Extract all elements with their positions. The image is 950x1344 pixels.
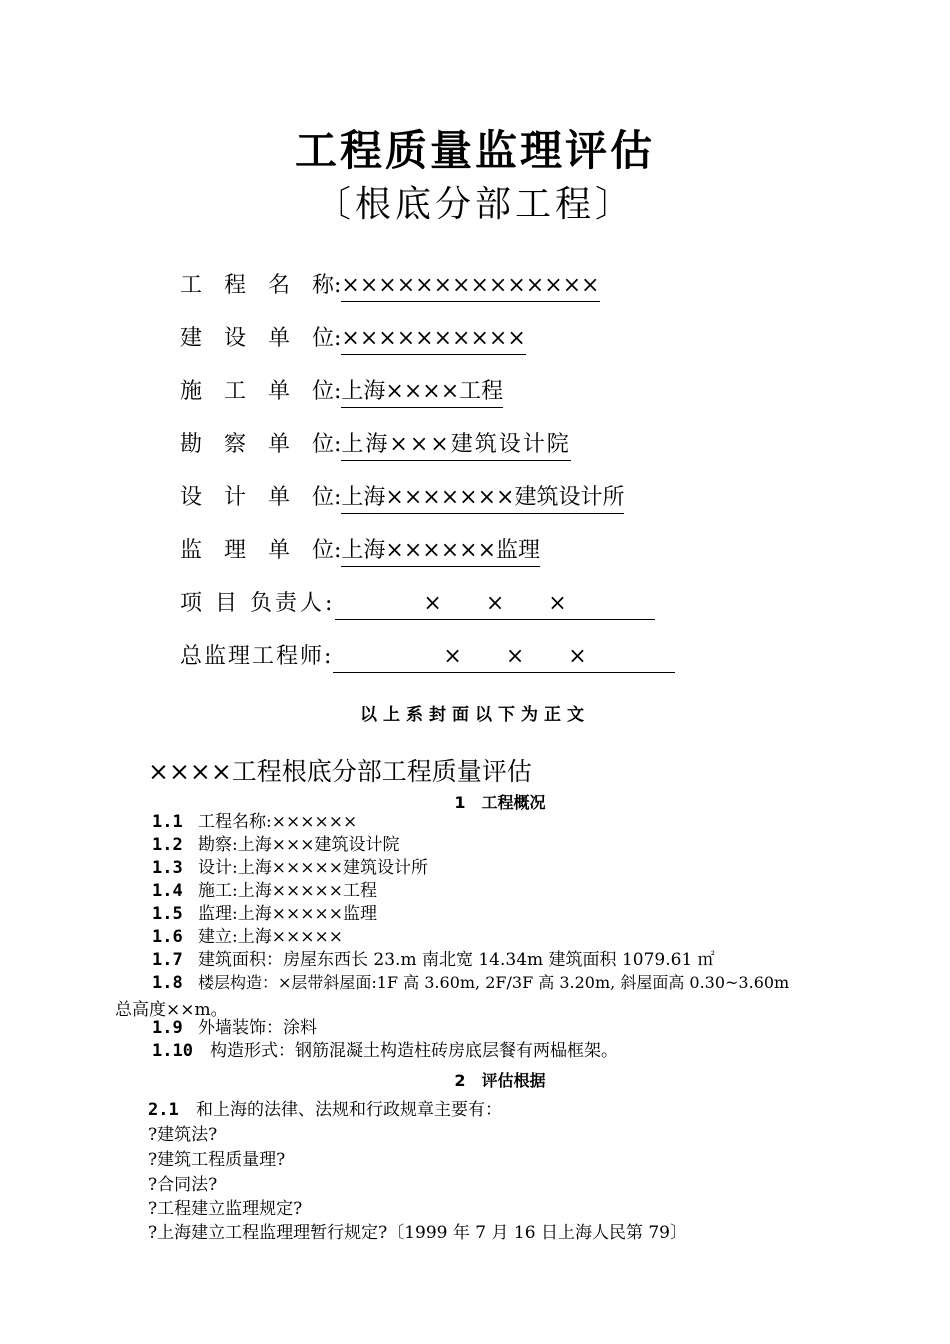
- item-text: 构造形式：钢筋混凝土构造柱砖房底层餐有两榀框架。: [210, 1041, 618, 1061]
- law-item: ?建筑工程质量理?: [148, 1150, 286, 1170]
- field-value: 上海××××××监理: [341, 536, 540, 567]
- item-number: 2.1: [148, 1100, 179, 1120]
- section-heading-1: 1 工程概况: [454, 793, 546, 812]
- item-continuation: 总高度××m。: [115, 1000, 228, 1020]
- field-label: 监 理 单 位:: [180, 538, 342, 563]
- field-value: ××××××××××××××: [341, 271, 599, 302]
- law-item: ?建筑法?: [148, 1125, 218, 1145]
- field-value: × × ×: [335, 589, 654, 620]
- law-item: ?工程建立监理规定?: [148, 1199, 303, 1219]
- item-number: 1.6: [152, 927, 183, 947]
- list-item: [152, 880, 377, 902]
- item-text: 监理:上海×××××监理: [198, 904, 377, 924]
- list-item: [152, 811, 357, 833]
- item-number: 1.2: [152, 835, 183, 855]
- field-label: 工 程 名 称:: [180, 273, 342, 298]
- section-heading-2: 2 评估根据: [454, 1071, 546, 1090]
- item-text: 楼层构造：×层带斜屋面:1F 高 3.60m, 2F/3F 高 3.20m, 斜屋面高 0.30~3.60m: [198, 973, 790, 992]
- field-construction-unit: [180, 323, 526, 355]
- item-number: 1.1: [152, 812, 183, 832]
- item-number: 1.3: [152, 858, 183, 878]
- list-item: [152, 903, 377, 925]
- item-text: 建立:上海×××××: [198, 927, 343, 947]
- law-item: ?上海建立工程监理理暂行规定?〔1999 年 7 月 16 日上海人民第 79〕: [148, 1223, 687, 1243]
- item-number: 1.8: [152, 973, 183, 993]
- field-label: 勘 察 单 位:: [180, 432, 342, 457]
- field-design-unit: [180, 482, 624, 514]
- document-title: 工程质量监理评估: [294, 126, 655, 175]
- field-survey-unit: [180, 429, 571, 461]
- item-number: 1.10: [152, 1041, 193, 1061]
- item-text: 工程名称:××××××: [198, 812, 358, 832]
- item-number: 1.5: [152, 904, 183, 924]
- cover-separator: 以上系封面以下为正文: [360, 705, 590, 725]
- section2-intro: [148, 1099, 502, 1121]
- item-text: 设计:上海×××××建筑设计所: [198, 858, 428, 878]
- field-chief-engineer: [180, 641, 675, 673]
- item-text: 施工:上海×××××工程: [198, 881, 377, 901]
- list-item: [152, 857, 428, 879]
- field-value: ××××××××××: [341, 324, 525, 355]
- field-project-name: [180, 270, 600, 302]
- list-item: [152, 926, 343, 948]
- field-value: 上海××××工程: [341, 377, 503, 408]
- list-item: [152, 834, 399, 856]
- item-number: 1.9: [152, 1018, 183, 1038]
- list-item: [152, 972, 789, 994]
- list-item: [152, 1040, 618, 1062]
- list-item: [152, 1017, 317, 1039]
- field-label: 项 目 负责人:: [180, 591, 336, 616]
- field-label: 施 工 单 位:: [180, 379, 342, 404]
- item-number: 1.4: [152, 881, 183, 901]
- law-item: ?合同法?: [148, 1175, 218, 1195]
- field-value: 上海×××建筑设计院: [341, 430, 570, 461]
- field-supervision-unit: [180, 535, 540, 567]
- document-subtitle: 〔根底分部工程〕: [314, 184, 635, 225]
- item-number: 1.7: [152, 950, 183, 970]
- item-text: 外墙装饰：涂料: [198, 1018, 317, 1038]
- item-text: 和上海的法律、法规和行政规章主要有：: [196, 1100, 502, 1120]
- body-title: ××××工程根底分部工程质量评估: [148, 757, 532, 786]
- field-label: 设 计 单 位:: [180, 485, 342, 510]
- field-label: 建 设 单 位:: [180, 326, 342, 351]
- list-item: [152, 949, 715, 971]
- field-label: 总监理工程师:: [180, 644, 334, 669]
- field-builder-unit: [180, 376, 503, 408]
- field-project-manager: [180, 588, 655, 620]
- field-value: 上海×××××××建筑设计所: [341, 483, 624, 514]
- item-text: 勘察:上海×××建筑设计院: [198, 835, 400, 855]
- item-text: 建筑面积：房屋东西长 23.m 南北宽 14.34m 建筑面积 1079.61 ㎡: [198, 950, 715, 970]
- field-value: × × ×: [333, 642, 674, 673]
